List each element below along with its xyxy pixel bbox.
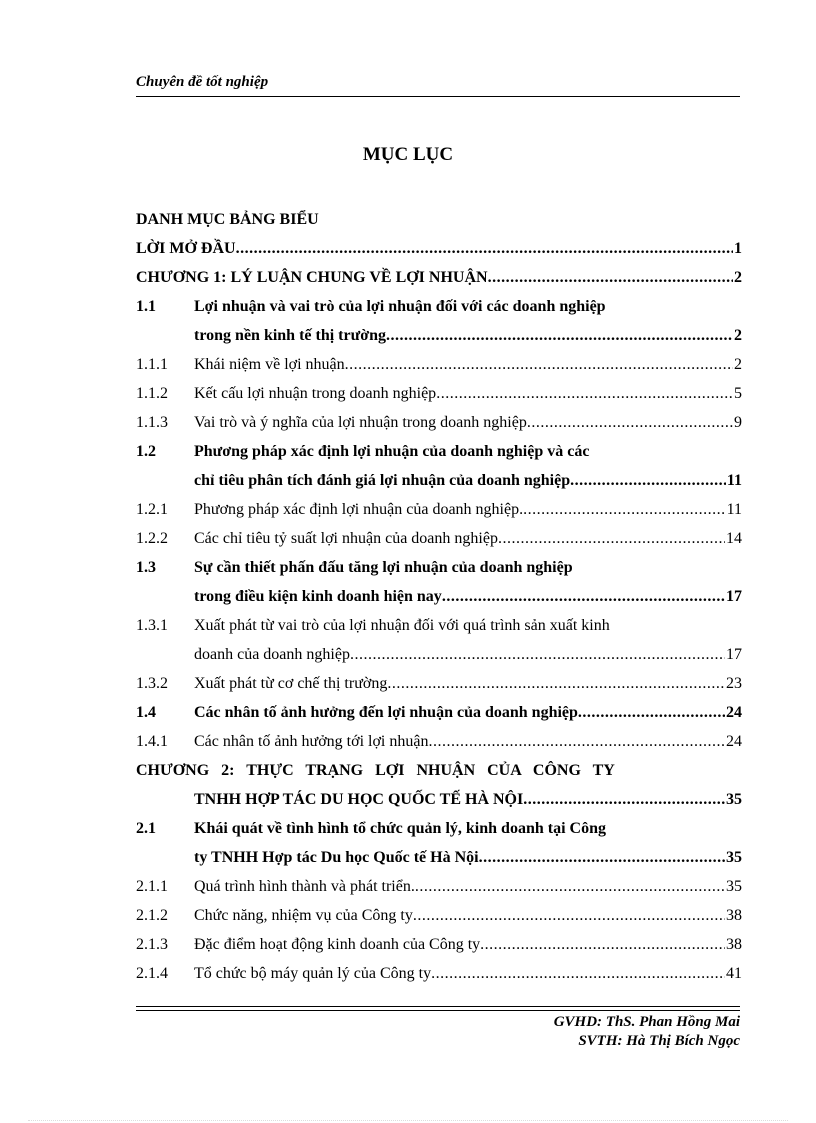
toc-entry-text: LỜI MỞ ĐẦU (136, 240, 236, 257)
toc-entry-chapter-2[interactable] (136, 756, 742, 785)
dot-leader (480, 930, 725, 959)
toc-entry-text: CHƯƠNG 1: LÝ LUẬN CHUNG VỀ LỢI NHUẬN (136, 269, 488, 286)
dot-leader (527, 408, 733, 437)
toc-entry-text: trong điều kiện kinh doanh hiện nay (194, 588, 442, 605)
toc-page-number: 35 (726, 878, 742, 895)
footer-divider (136, 1006, 740, 1007)
toc-entry-1-4[interactable] (136, 698, 742, 727)
toc-entry-text: Kết cấu lợi nhuận trong doanh nghiệp (194, 385, 437, 402)
toc-page-number: 2 (734, 356, 742, 373)
toc-entry-text: Khái niệm về lợi nhuận (194, 356, 345, 373)
header-divider (136, 96, 740, 97)
toc-entry-introduction[interactable] (136, 234, 742, 263)
toc-section-number: 2.1.1 (136, 878, 168, 895)
toc-page-number: 38 (726, 936, 742, 953)
dot-leader (488, 263, 733, 292)
toc-entry-1-2-2[interactable] (136, 524, 742, 553)
toc-page-number: 2 (734, 269, 742, 286)
toc-page-number: 35 (726, 849, 742, 866)
toc-entry-text: Khái quát về tình hình tổ chức quản lý, kinh doanh tại Công (194, 820, 606, 837)
toc-page-number: 11 (726, 472, 742, 489)
toc-entry-1-1-1[interactable] (136, 350, 742, 379)
table-of-contents (136, 205, 742, 988)
toc-entry-1-1-3[interactable] (136, 408, 742, 437)
dot-leader (345, 350, 733, 379)
toc-section-number: 1.1.2 (136, 385, 168, 402)
toc-section-number: 1.3 (136, 559, 156, 576)
toc-section-number: 1.4 (136, 704, 156, 721)
toc-entry-text: chỉ tiêu phân tích đánh giá lợi nhuận của doanh nghiệp (194, 472, 571, 489)
toc-entry-1-1-2[interactable] (136, 379, 742, 408)
toc-page-number: 24 (726, 733, 742, 750)
toc-entry-1-3-2[interactable] (136, 669, 742, 698)
toc-page-number: 5 (734, 385, 742, 402)
dot-leader (498, 524, 725, 553)
toc-entry-list-of-tables[interactable] (136, 205, 742, 234)
dot-leader (413, 901, 725, 930)
toc-entry-1-3[interactable] (136, 553, 742, 582)
toc-section-number: 2.1.2 (136, 907, 168, 924)
toc-section-number: 1.1.1 (136, 356, 168, 373)
toc-entry-text: Phương pháp xác định lợi nhuận của doanh nghiệp. (194, 501, 524, 518)
toc-entry-text: Quá trình hình thành và phát triển. (194, 878, 415, 895)
toc-entry-chapter-2-continued[interactable] (136, 785, 742, 814)
toc-entry-text: trong nền kinh tế thị trường (194, 327, 386, 344)
dot-leader (523, 495, 726, 524)
dot-leader (386, 321, 733, 350)
toc-section-number: 2.1.4 (136, 965, 168, 982)
toc-page-number: 17 (726, 646, 742, 663)
dot-leader (578, 698, 725, 727)
toc-entry-1-2[interactable] (136, 437, 742, 466)
toc-entry-1-3-1[interactable] (136, 611, 742, 640)
toc-section-number: 1.3.2 (136, 675, 168, 692)
toc-section-number: 1.3.1 (136, 617, 168, 634)
toc-entry-1-3-1-continued[interactable] (136, 640, 742, 669)
toc-entry-2-1-4[interactable] (136, 959, 742, 988)
toc-entry-text: TNHH HỢP TÁC DU HỌC QUỐC TẾ HÀ NỘI (194, 791, 524, 808)
dot-leader (431, 959, 725, 988)
toc-page-number: 23 (726, 675, 742, 692)
toc-entry-2-1[interactable] (136, 814, 742, 843)
dot-leader (415, 872, 725, 901)
toc-page-number: 1 (734, 240, 742, 257)
toc-entry-2-1-1[interactable] (136, 872, 742, 901)
toc-entry-1-1-continued[interactable] (136, 321, 742, 350)
toc-page-number: 41 (726, 965, 742, 982)
dot-leader (236, 234, 733, 263)
toc-entry-1-2-1[interactable] (136, 495, 742, 524)
toc-page-number: 38 (726, 907, 742, 924)
toc-entry-1-2-continued[interactable] (136, 466, 742, 495)
toc-entry-text: DANH MỤC BẢNG BIỂU (136, 211, 319, 228)
toc-page-number: 9 (734, 414, 742, 431)
toc-entry-1-3-continued[interactable] (136, 582, 742, 611)
toc-entry-chapter-1[interactable] (136, 263, 742, 292)
toc-entry-1-1[interactable] (136, 292, 742, 321)
toc-page-number: 11 (726, 501, 742, 518)
page-edge-dots (28, 1120, 788, 1121)
page-title: MỤC LỤC (362, 144, 454, 165)
toc-entry-text: Chức năng, nhiệm vụ của Công ty (194, 907, 413, 924)
toc-section-number: 1.2 (136, 443, 156, 460)
toc-entry-text: Các nhân tố ảnh hưởng đến lợi nhuận của doanh nghiệp (194, 704, 578, 721)
document-header-title: Chuyên đề tốt nghiệp (136, 74, 269, 90)
dot-leader (350, 640, 725, 669)
toc-page-number: 17 (726, 588, 742, 605)
dot-leader (387, 669, 725, 698)
toc-page-number: 24 (726, 704, 742, 721)
toc-entry-text: Sự cần thiết phấn đấu tăng lợi nhuận của doanh nghiệp (194, 559, 573, 576)
toc-section-number: 1.2.2 (136, 530, 168, 547)
toc-section-number: 1.1 (136, 298, 156, 315)
toc-page-number: 35 (726, 791, 742, 808)
dot-leader (442, 582, 725, 611)
toc-entry-1-4-1[interactable] (136, 727, 742, 756)
footer-student: SVTH: Hà Thị Bích Ngọc (578, 1033, 740, 1049)
toc-entry-2-1-2[interactable] (136, 901, 742, 930)
dot-leader (428, 727, 725, 756)
dot-leader (479, 843, 725, 872)
toc-page-number: 14 (726, 530, 742, 547)
footer-divider-thin (136, 1010, 740, 1011)
toc-section-number: 2.1.3 (136, 936, 168, 953)
toc-entry-text: Tổ chức bộ máy quản lý của Công ty (194, 965, 432, 982)
toc-entry-text: Các nhân tố ảnh hưởng tới lợi nhuận (194, 733, 429, 750)
toc-entry-text: doanh của doanh nghiệp (194, 646, 350, 663)
dot-leader (436, 379, 733, 408)
toc-entry-text: Xuất phát từ cơ chế thị trường (194, 675, 388, 692)
toc-section-number: 1.2.1 (136, 501, 168, 518)
toc-entry-text: Vai trò và ý nghĩa của lợi nhuận trong doanh nghiệp (194, 414, 527, 431)
toc-section-number: 2.1 (136, 820, 156, 837)
dot-leader (523, 785, 725, 814)
document-footer (554, 1013, 740, 1051)
toc-entry-2-1-3[interactable] (136, 930, 742, 959)
toc-entry-text: Lợi nhuận và vai trò của lợi nhuận đối với các doanh nghiệp (194, 298, 606, 315)
toc-entry-2-1-continued[interactable] (136, 843, 742, 872)
toc-section-number: 1.1.3 (136, 414, 168, 431)
toc-entry-text: ty TNHH Hợp tác Du học Quốc tế Hà Nội (194, 849, 479, 866)
toc-entry-text: Phương pháp xác định lợi nhuận của doanh nghiệp và các (194, 443, 590, 460)
toc-entry-text: Đặc điểm hoạt động kinh doanh của Công ty (194, 936, 481, 953)
toc-page-number: 2 (734, 327, 742, 344)
toc-section-number: 1.4.1 (136, 733, 168, 750)
dot-leader (570, 466, 726, 495)
footer-advisor: GVHD: ThS. Phan Hồng Mai (553, 1014, 740, 1030)
toc-entry-text: CHƯƠNG 2: THỰC TRẠNG LỢI NHUẬN CỦA CÔNG TY (136, 762, 615, 779)
toc-entry-text: Các chỉ tiêu tỷ suất lợi nhuận của doanh nghiệp (194, 530, 498, 547)
toc-entry-text: Xuất phát từ vai trò của lợi nhuận đối với quá trình sản xuất kinh (194, 617, 610, 634)
